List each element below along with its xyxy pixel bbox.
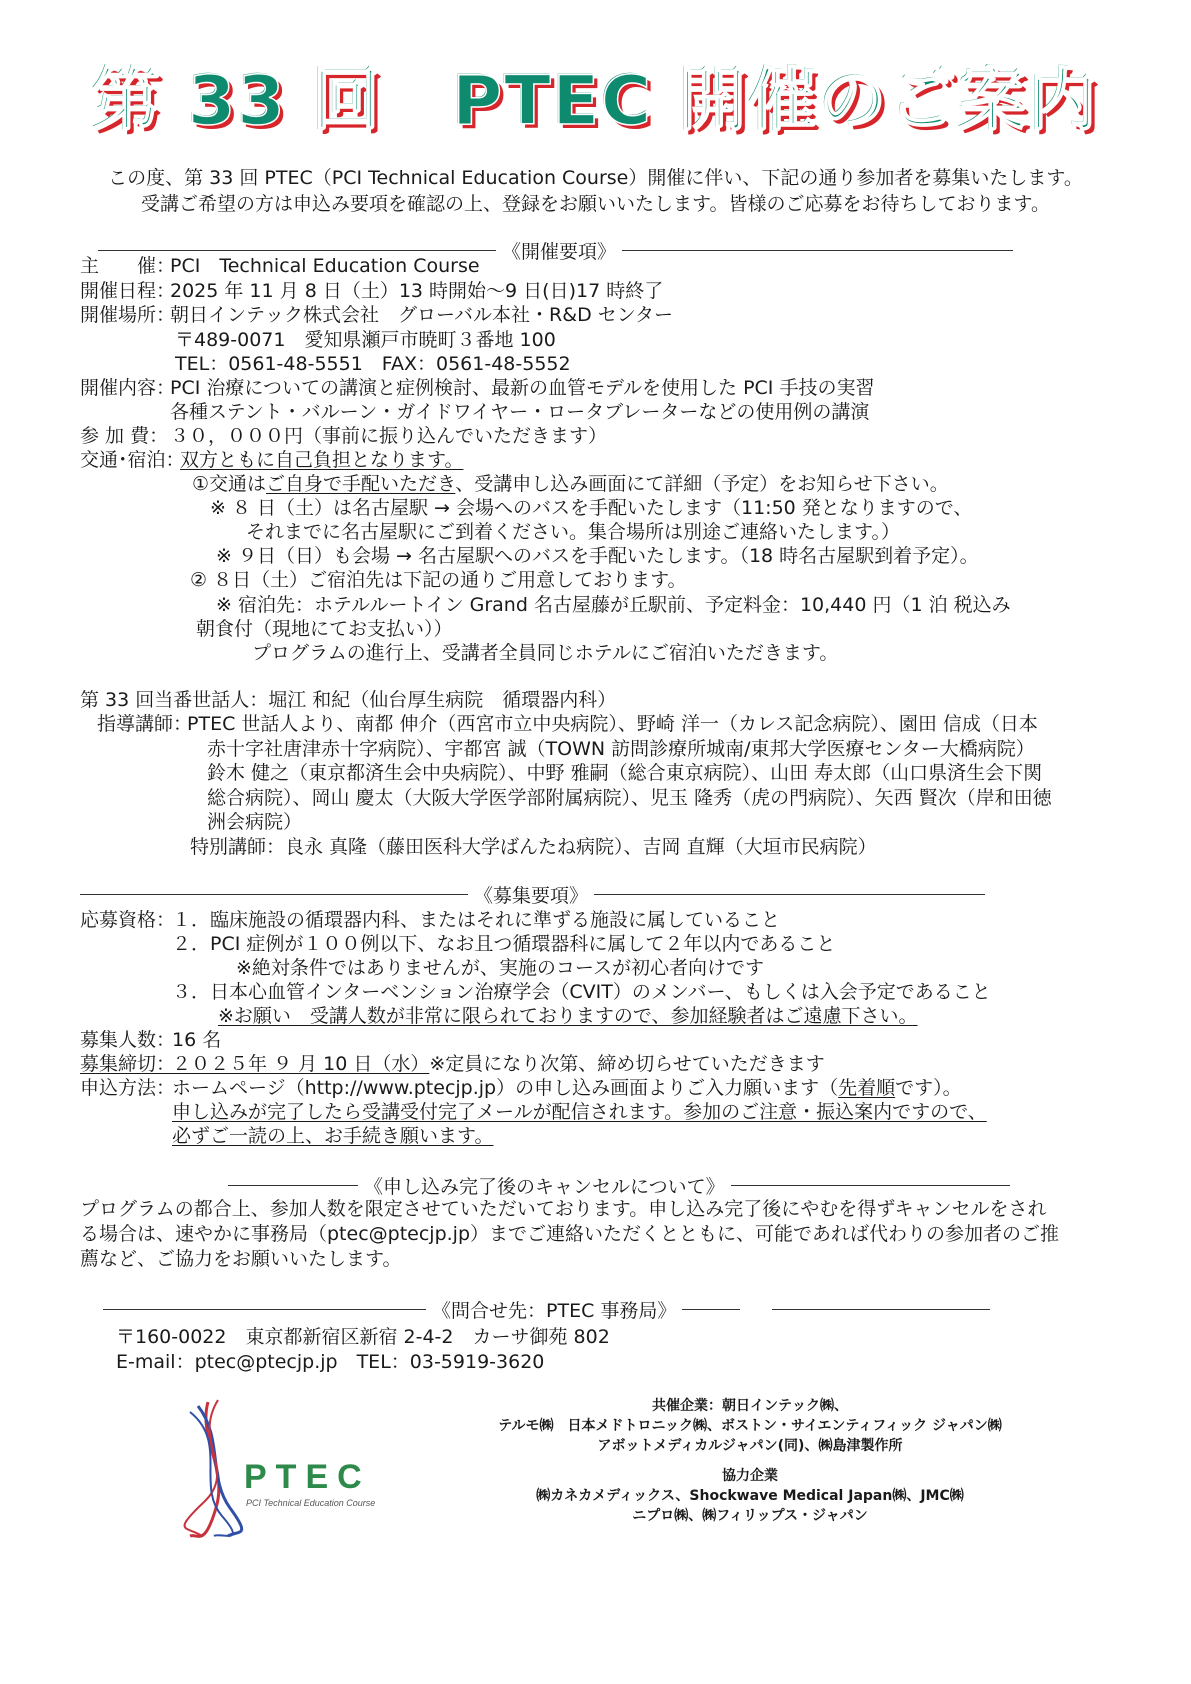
sponsor-coop-2: ニプロ㈱、㈱フィリップス・ジャパン: [632, 1508, 868, 1524]
section-header-contact: [103, 1296, 990, 1323]
transport-line-4: ※ ９日（日）も会場 → 名古屋駅へのバスを手配いたします。（18 時名古屋駅到着予定）。: [216, 545, 979, 567]
venue-value: 朝日インテック株式会社 グローバル本社・R&D センター: [170, 304, 673, 326]
section-heading-cancel: 《申し込み完了後のキャンセルについて》: [364, 1176, 725, 1198]
qualification-2: ２．PCI 症例が１００例以下、なお且つ循環器科に属して２年以内であること: [172, 933, 836, 955]
count-value: 16 名: [172, 1029, 222, 1051]
apply-line-1b: 先着順: [838, 1077, 896, 1099]
special-line: 特別講師：良永 真隆（藤田医科大学ばんたね病院）、吉岡 直輝（大垣市民病院）: [190, 836, 877, 858]
venue-phone: TEL：0561-48-5551 FAX：0561-48-5552: [175, 353, 571, 375]
apply-line-2: 申し込みが完了したら受講受付完了メールが配信されます。参加のご注意・振込案内ですので、: [172, 1101, 987, 1123]
lead-line-1: PTEC 世話人より、南都 伸介（西宮市立中央病院）、野崎 洋一（カレス記念病院）、園田 信成（日本: [187, 713, 1038, 735]
lead-line-3: 鈴木 健之（東京都済生会中央病院）、中野 雅嗣（総合東京病院）、山田 寿太郎（山口県済生会下関: [207, 762, 1043, 784]
deadline-label: 募集締切：: [80, 1053, 176, 1075]
qualification-2-note: ※絶対条件ではありませんが、実施のコースが初心者向けです: [236, 957, 764, 979]
qualification-3-note: ※お願い 受講人数が非常に限られておりますので、参加経験者はご遠慮下さい。: [218, 1005, 918, 1027]
venue-address: 〒489-0071 愛知県瀬戸市暁町３番地 100: [175, 329, 556, 351]
apply-line-1: [172, 1075, 962, 1101]
lead-label: 指導講師：: [97, 713, 193, 735]
section-header-recruit: [80, 881, 985, 908]
fee-label: 参 加 費：: [80, 425, 169, 447]
transport-label: 交通･宿泊：: [80, 449, 185, 471]
contact-email-phone: E-mail：ptec@ptecjp.jp TEL：03-5919-3620: [116, 1351, 545, 1373]
content-line-2: 各種ステント・バルーン・ガイドワイヤー・ロータブレーターなどの使用例の講演: [170, 401, 870, 423]
deadline-value: ２０２５年 ９ 月 10 日（水）: [172, 1053, 430, 1075]
cancel-line-1: プログラムの都合上、参加人数を限定させていただいております。申し込み完了後にやむを得ずキャンセルをされ: [80, 1198, 1047, 1220]
venue-label: 開催場所：: [80, 304, 176, 326]
transport-line-8: プログラムの進行上、受講者全員同じホテルにご宿泊いただきます。: [252, 642, 839, 664]
logo-subtitle: PCI Technical Education Course: [246, 1498, 376, 1508]
sponsor-coop-label: 協力企業: [722, 1468, 778, 1484]
transport-line-2: ※ ８ 日（土）は名古屋駅 → 会場へのバスを手配いたします（11:50 発となりますので、: [210, 497, 973, 519]
page-title-text: 第 33 回 PTEC 開催のご案内: [92, 62, 1099, 141]
content-label: 開催内容：: [80, 377, 176, 399]
transport-line-7: 朝食付（現地にてお支払い））: [196, 618, 453, 640]
date-value: 2025 年 11 月 8 日（土）13 時開始～9 日(日)17 時終了: [170, 280, 664, 302]
organizer-label: 主 催：: [80, 255, 176, 277]
ptec-logo: [168, 1398, 376, 1538]
content-line-1: PCI 治療についての講演と症例検討、最新の血管モデルを使用した PCI 手技の実習: [170, 377, 875, 399]
intro-line-1: この度、第 33 回 PTEC（PCI Technical Education Course）開催に伴い、下記の通り参加者を募集いたします。: [108, 167, 1083, 189]
page-title: [0, 62, 1191, 142]
organizer-value: PCI Technical Education Course: [170, 255, 480, 277]
transport-line-1: [192, 471, 949, 497]
cancel-line-3: 薦など、ご協力をお願いいたします。: [80, 1248, 402, 1270]
lead-line-5: 洲会病院）: [207, 811, 303, 833]
sponsor-cohost-3: アボットメディカルジャパン(同)、㈱島津製作所: [597, 1438, 903, 1454]
host-line: 第 33 回当番世話人：堀江 和紀（仙台厚生病院 循環器内科）: [80, 689, 617, 711]
section-heading-outline: 《開催要項》: [502, 241, 617, 263]
transport-line-3: それまでに名古屋駅にご到着ください。集合場所は別途ご連絡いたします。）: [246, 521, 900, 543]
transport-line-5: ② ８日（土）ご宿泊先は下記の通りご用意しております。: [190, 569, 687, 591]
section-header-cancel: [228, 1172, 1010, 1199]
qualification-3: ３．日本心血管インターベンション治療学会（CVIT）のメンバー、もしくは入会予定であること: [172, 981, 991, 1003]
fee-value: ３０，０００円（事前に振り込んでいただきます）: [170, 425, 608, 447]
apply-line-1a: ホームページ（http://www.ptecjp.jp）の申し込み画面よりご入力願います（: [172, 1077, 839, 1099]
qualification-1: １．臨床施設の循環器内科、またはそれに準ずる施設に属していること: [172, 909, 781, 931]
lead-line-2: 赤十字社唐津赤十字病院）、宇都宮 誠（TOWN 訪問診療所城南/東邦大学医療センター大橋病院）: [207, 738, 1035, 760]
sponsor-coop-1: ㈱カネカメディックス、Shockwave Medical Japan㈱、JMC㈱: [536, 1488, 964, 1504]
transport-line-6: ※ 宿泊先：ホテルルートイン Grand 名古屋藤が丘駅前、予定料金：10,440 円（1 泊 税込み: [216, 594, 1011, 616]
transport-line-1c: 、受講申し込み画面にて詳細（予定）をお知らせ下さい。: [455, 473, 949, 495]
intro-line-2: 受講ご希望の方は申込み要項を確認の上、登録をお願いいたします。皆様のご応募をお待ちしております。: [141, 193, 1050, 215]
section-heading-recruit: 《募集要項》: [474, 885, 589, 907]
transport-value: 双方ともに自己負担となります。: [180, 449, 464, 471]
deadline-line: [172, 1051, 825, 1077]
contact-address: 〒160-0022 東京都新宿区新宿 2-4-2 カーサ御苑 802: [116, 1326, 610, 1348]
apply-line-1c: です）。: [895, 1077, 962, 1099]
date-label: 開催日程：: [80, 280, 176, 302]
cancel-line-2: る場合は、速やかに事務局（ptec@ptecjp.jp）までご連絡いただくとともに、可能であれば代わりの参加者のご推: [80, 1223, 1060, 1245]
count-label: 募集人数：: [80, 1029, 176, 1051]
qualification-label: 応募資格：: [80, 909, 176, 931]
transport-line-1a: ①交通は: [192, 473, 267, 495]
logo-name: PTEC: [244, 1458, 371, 1496]
sponsor-cohost-2: テルモ㈱ 日本メドトロニック㈱、ボストン・サイエンティフィック ジャパン㈱: [498, 1418, 1002, 1434]
deadline-note: ※定員になり次第、締め切らせていただきます: [429, 1053, 825, 1075]
sponsor-cohost-1: 共催企業：朝日インテック㈱、: [652, 1398, 848, 1414]
section-heading-contact: 《問合せ先：PTEC 事務局》: [432, 1300, 677, 1322]
lead-line-4: 総合病院）、岡山 慶太（大阪大学医学部附属病院）、児玉 隆秀（虎の門病院）、矢西 賢次（岸和田徳: [207, 787, 1052, 809]
apply-label: 申込方法：: [80, 1077, 176, 1099]
transport-line-1b: ご自身で手配いただき: [266, 473, 456, 495]
apply-line-3: 必ずご一読の上、お手続き願います。: [172, 1125, 494, 1147]
